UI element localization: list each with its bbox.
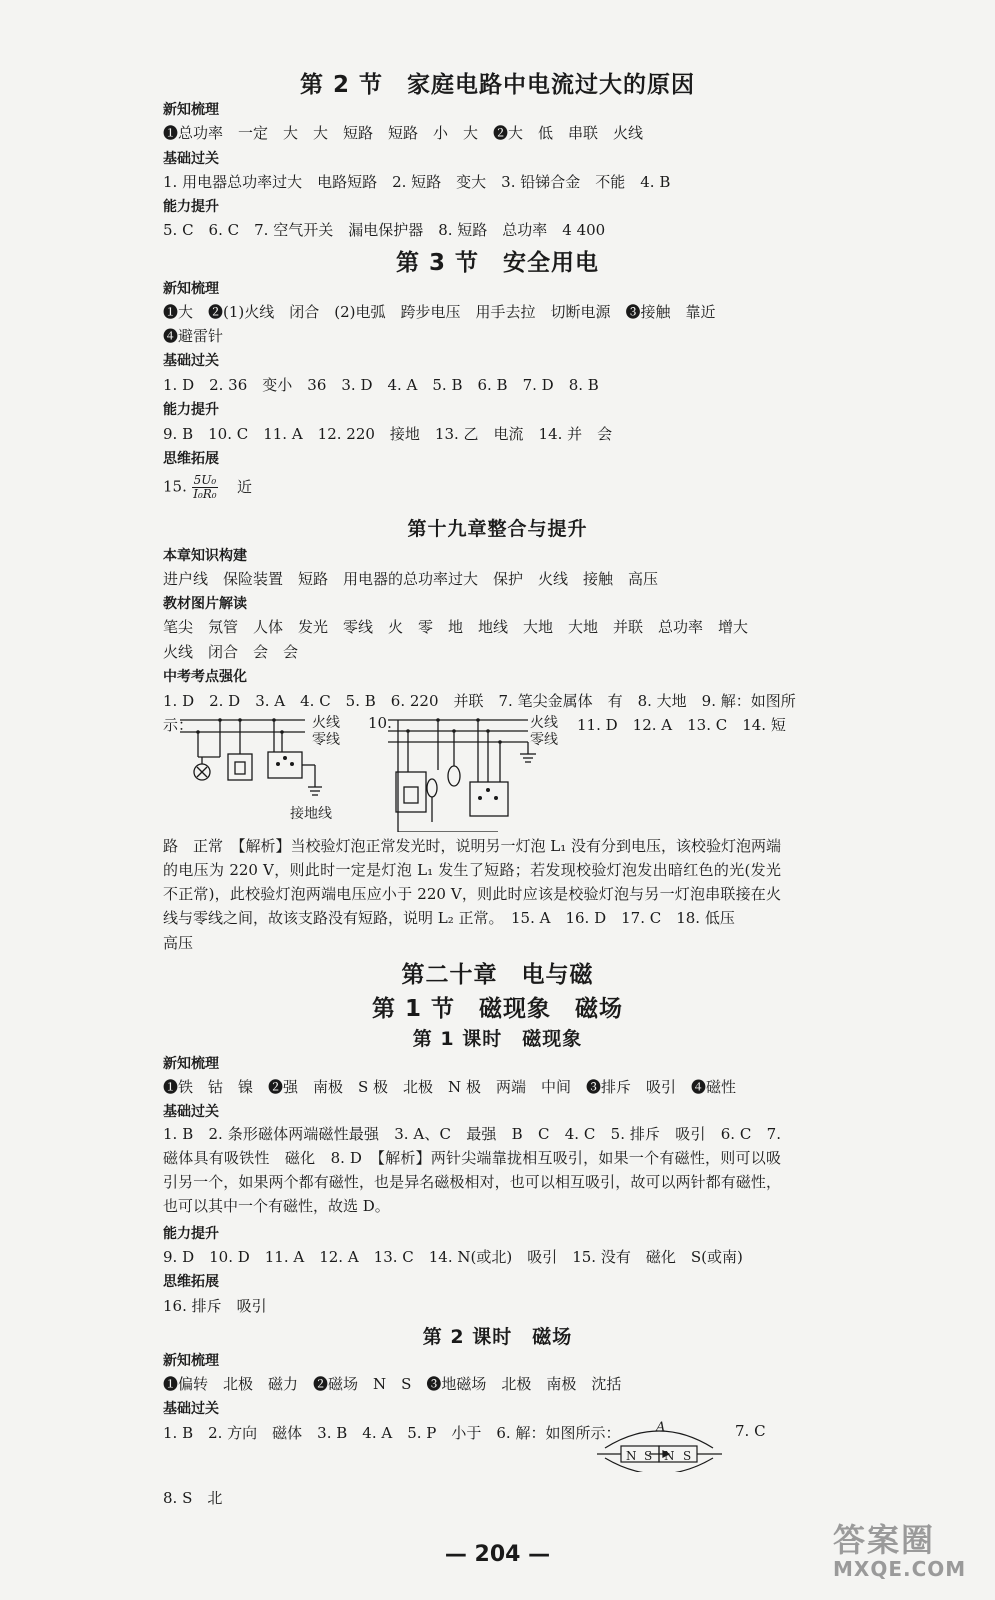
label-pictures: 教材图片解读 (163, 596, 247, 612)
lesson-2-title: 第 2 课时 磁场 (422, 1326, 573, 1348)
magnet-s2: S (683, 1449, 692, 1463)
label-nengli: 能力提升 (163, 199, 219, 215)
l1-answers-1: ❶铁 钴 镍 ❷强 南极 S 极 北极 N 极 两端 中间 ❸排斥 吸引 ❹磁性 (163, 1078, 736, 1096)
lesson-1-title: 第 1 课时 磁现象 (412, 1028, 583, 1050)
ch19-answers-2a: 笔尖 氖管 人体 发光 零线 火 零 地 地线 大地 大地 并联 总功率 增大 (163, 618, 749, 636)
chapter-19-title: 第十九章整合与提升 (407, 518, 588, 540)
label-nengli: 能力提升 (163, 1226, 219, 1242)
ch19-answers-3b-mid: 10. (368, 714, 392, 732)
page-number: — 204 — (444, 1542, 551, 1567)
l1-answers-3: 9. D 10. D 11. A 12. A 13. C 14. N(或北) 吸引 15. 没有 磁化 S(或南) (163, 1248, 743, 1266)
s3-answers-2: 1. D 2. 36 变小 36 3. D 4. A 5. B 6. B 7. D 8. B (163, 376, 599, 394)
diagram1-neutral-label: 零线 (312, 732, 340, 748)
ch19-answers-1: 进户线 保险装置 短路 用电器的总功率过大 保护 火线 接触 高压 (163, 570, 659, 588)
magnet-n1: N (626, 1449, 637, 1463)
fraction-numerator: 5U₀ (193, 473, 217, 487)
magnet-point-a: A (656, 1420, 666, 1435)
ch19-answers-3b-left: 示： (163, 716, 194, 734)
label-xinzhi: 新知梳理 (163, 1353, 219, 1369)
watermark-text: 答案圈 (833, 1521, 936, 1559)
socket-icon (268, 752, 302, 778)
s3-answers-4 (163, 474, 813, 501)
fraction (192, 474, 219, 501)
fuse-icon-2 (448, 766, 460, 786)
l1-answers-2: 1. B 2. 条形磁体两端磁性最强 3. A、C 最强 B C 4. C 5. 排斥 吸引 6. C 7. 磁体具有吸铁性 磁化 8. D 【解析】两针尖端靠拢相互吸引，如果一个有磁性，则可以吸引另一个，如果两个都有磁性，也是异名磁极相对，也可以相互吸引，故可以两针都有磁性，也可以其中一个有磁性，故选 D。 (163, 1125, 781, 1215)
s2-answers-2: 1. 用电器总功率过大 电路短路 2. 短路 变大 3. 铅锑合金 不能 4. B (163, 173, 671, 191)
watermark (833, 1515, 966, 1581)
l2-answers-1: ❶偏转 北极 磁力 ❷磁场 N S ❸地磁场 北极 南极 沈括 (163, 1375, 622, 1393)
ch19-explanation: 路 正常 【解析】当校验灯泡正常发光时，说明另一灯泡 L₁ 没有分到电压，该校验灯泡两端的电压为 220 V，则此时一定是灯泡 L₁ 发生了短路；若发现校验灯泡发出暗红色的光(发光不正常)，此校验灯泡两端电压应小于 220 V，则此时应该是校验灯泡与另一灯泡串联接在火线与零线之间，故该支路没有短路，说明 L₂ 正常。 15. A 16. D 17. C 18. 低压 (163, 837, 782, 927)
section-2-title: 第 2 节 家庭电路中电流过大的原因 (299, 72, 696, 98)
label-xinzhi: 新知梳理 (163, 102, 219, 118)
switch-box-icon (228, 754, 252, 780)
label-knowledge: 本章知识构建 (163, 548, 247, 564)
label-jichu: 基础过关 (163, 1104, 219, 1120)
ch19-answers-2b: 火线 闭合 会 会 (163, 643, 299, 661)
watermark-url: MXQE.COM (833, 1557, 967, 1581)
s2-answers-3: 5. C 6. C 7. 空气开关 漏电保护器 8. 短路 总功率 4 400 (163, 221, 606, 239)
switch-box-icon (396, 772, 426, 812)
socket-icon (470, 782, 508, 816)
magnet-s1: S (644, 1449, 653, 1463)
label-siwei: 思维拓展 (163, 451, 219, 467)
chapter-20-title: 第二十章 电与磁 (401, 962, 594, 988)
label-xinzhi: 新知梳理 (163, 1056, 219, 1072)
fraction-denominator: I₀R₀ (193, 487, 217, 501)
section-3-title: 第 3 节 安全用电 (395, 250, 600, 276)
l2-answers-2: 1. B 2. 方向 磁体 3. B 4. A 5. P 小于 6. 解：如图所示： (163, 1424, 621, 1442)
q15-number: 15. (163, 477, 187, 496)
magnet-n2: N (664, 1449, 675, 1463)
fuse-icon (427, 779, 437, 797)
ch19-answers-3b-right: 11. D 12. A 13. C 14. 短 (577, 716, 786, 734)
diagram1-ground-label: 接地线 (290, 806, 332, 822)
ch19-answers-3a: 1. D 2. D 3. A 4. C 5. B 6. 220 并联 7. 笔尖金属体 有 8. 大地 9. 解：如图所 (163, 692, 796, 710)
ch19-explanation-end: 高压 (163, 934, 194, 952)
circuit-diagram-2 (388, 712, 548, 832)
diagram2-live-label: 火线 (530, 715, 558, 731)
s2-answers-1: ❶总功率 一定 大 大 短路 短路 小 大 ❷大 低 串联 火线 (163, 124, 644, 142)
l2-answers-2-end: 7. C (735, 1422, 766, 1440)
section-1-title: 第 1 节 磁现象 磁场 (371, 996, 624, 1022)
s3-answers-1b: ❹避雷针 (163, 327, 224, 345)
label-jichu: 基础过关 (163, 353, 219, 369)
q15-tail: 近 (236, 477, 252, 496)
label-jichu: 基础过关 (163, 151, 219, 167)
label-nengli: 能力提升 (163, 402, 219, 418)
label-siwei: 思维拓展 (163, 1274, 219, 1290)
l1-answers-4: 16. 排斥 吸引 (163, 1297, 267, 1315)
label-exam: 中考考点强化 (163, 669, 247, 685)
l2-answers-3: 8. S 北 (163, 1489, 223, 1507)
diagram2-neutral-label: 零线 (530, 732, 558, 748)
label-xinzhi: 新知梳理 (163, 281, 219, 297)
s3-answers-3: 9. B 10. C 11. A 12. 220 接地 13. 乙 电流 14. 并 会 (163, 425, 613, 443)
diagram1-live-label: 火线 (312, 715, 340, 731)
s3-answers-1: ❶大 ❷(1)火线 闭合 (2)电弧 跨步电压 用手去拉 切断电源 ❸接触 靠近 (163, 303, 716, 321)
label-jichu: 基础过关 (163, 1401, 219, 1417)
